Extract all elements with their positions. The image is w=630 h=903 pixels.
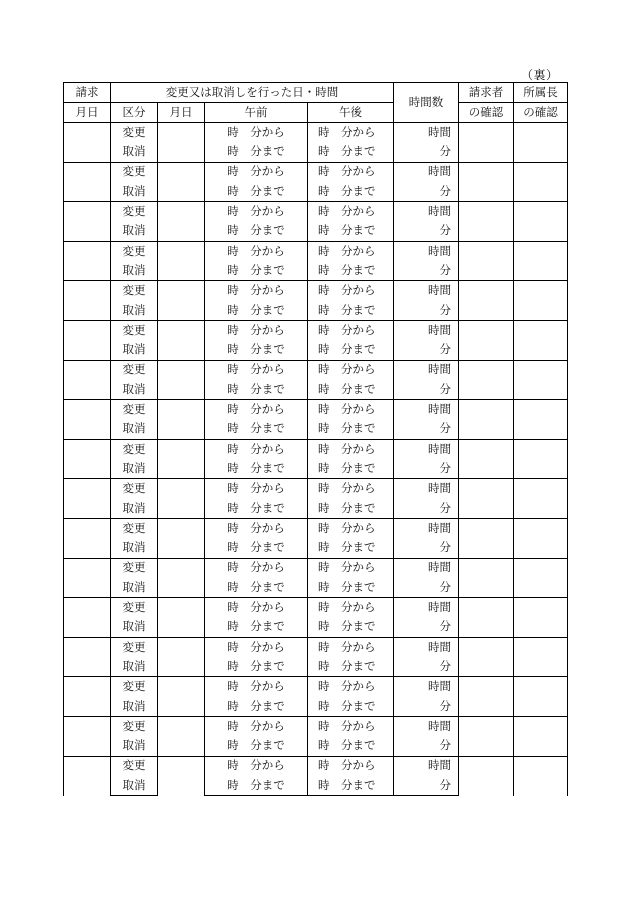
morning-from[interactable]: 時 分から: [205, 558, 308, 578]
afternoon-to[interactable]: 時 分まで: [308, 538, 394, 558]
division-change: 変更: [111, 479, 158, 499]
morning-from[interactable]: 時 分から: [205, 637, 308, 657]
hours-unit[interactable]: 時間: [394, 123, 459, 143]
month-day-cell[interactable]: [158, 598, 205, 638]
minutes-unit[interactable]: 分: [394, 142, 459, 162]
header-change-group: 変更又は取消しを行った日・時間: [111, 83, 394, 103]
division-change: 変更: [111, 360, 158, 380]
entry-row-change: [64, 479, 568, 499]
morning-to[interactable]: 時 分まで: [205, 657, 308, 677]
division-change: 変更: [111, 162, 158, 182]
minutes-unit[interactable]: 分: [394, 697, 459, 717]
hours-unit[interactable]: 時間: [394, 558, 459, 578]
morning-to[interactable]: 時 分まで: [205, 736, 308, 756]
header-request-label-1: 請求: [64, 83, 111, 103]
back-side-note: （裏）: [521, 68, 559, 82]
division-change: 変更: [111, 716, 158, 736]
division-change: 変更: [111, 281, 158, 301]
afternoon-to[interactable]: 時 分まで: [308, 697, 394, 717]
morning-from[interactable]: 時 分から: [205, 281, 308, 301]
chief-confirm-cell[interactable]: [514, 162, 568, 202]
requester-confirm-cell[interactable]: [459, 162, 514, 202]
morning-to[interactable]: 時 分まで: [205, 221, 308, 241]
chief-confirm-cell[interactable]: [514, 598, 568, 638]
division-change: 変更: [111, 439, 158, 459]
division-cancel: 取消: [111, 142, 158, 162]
afternoon-to[interactable]: 時 分まで: [308, 261, 394, 281]
header-division: 区分: [111, 103, 158, 123]
minutes-unit[interactable]: 分: [394, 499, 459, 519]
afternoon-to[interactable]: 時 分まで: [308, 499, 394, 519]
month-day-cell[interactable]: [158, 479, 205, 519]
division-change: 変更: [111, 518, 158, 538]
afternoon-to[interactable]: 時 分まで: [308, 776, 394, 796]
month-day-cell[interactable]: [158, 677, 205, 717]
requester-confirm-cell[interactable]: [459, 677, 514, 717]
division-cancel: 取消: [111, 221, 158, 241]
hours-unit[interactable]: 時間: [394, 360, 459, 380]
division-cancel: 取消: [111, 499, 158, 519]
requester-confirm-cell[interactable]: [459, 241, 514, 281]
request-date-cell[interactable]: [64, 637, 111, 677]
morning-from[interactable]: 時 分から: [205, 677, 308, 697]
morning-from[interactable]: 時 分から: [205, 202, 308, 222]
request-date-cell[interactable]: [64, 598, 111, 638]
chief-confirm-cell[interactable]: [514, 360, 568, 400]
afternoon-to[interactable]: 時 分まで: [308, 142, 394, 162]
minutes-unit[interactable]: 分: [394, 301, 459, 321]
division-cancel: 取消: [111, 182, 158, 202]
afternoon-to[interactable]: 時 分まで: [308, 380, 394, 400]
morning-to[interactable]: 時 分まで: [205, 340, 308, 360]
entry-row-change: [64, 400, 568, 420]
entry-row-change: [64, 598, 568, 618]
request-date-cell[interactable]: [64, 241, 111, 281]
request-date-cell[interactable]: [64, 558, 111, 598]
division-cancel: 取消: [111, 459, 158, 479]
division-cancel: 取消: [111, 340, 158, 360]
afternoon-from[interactable]: 時 分から: [308, 637, 394, 657]
request-date-cell[interactable]: [64, 518, 111, 558]
morning-from[interactable]: 時 分から: [205, 518, 308, 538]
requester-confirm-cell[interactable]: [459, 637, 514, 677]
afternoon-to[interactable]: 時 分まで: [308, 657, 394, 677]
afternoon-from[interactable]: 時 分から: [308, 598, 394, 618]
afternoon-from[interactable]: 時 分から: [308, 518, 394, 538]
chief-confirm-cell[interactable]: [514, 281, 568, 321]
morning-to[interactable]: 時 分まで: [205, 380, 308, 400]
division-change: 変更: [111, 400, 158, 420]
chief-confirm-cell[interactable]: [514, 637, 568, 677]
morning-from[interactable]: 時 分から: [205, 241, 308, 261]
afternoon-from[interactable]: 時 分から: [308, 439, 394, 459]
minutes-unit[interactable]: 分: [394, 221, 459, 241]
morning-to[interactable]: 時 分まで: [205, 776, 308, 796]
month-day-cell[interactable]: [158, 716, 205, 756]
division-change: 変更: [111, 756, 158, 776]
division-cancel: 取消: [111, 578, 158, 598]
division-change: 変更: [111, 320, 158, 340]
header-afternoon: 午後: [308, 103, 394, 123]
request-date-cell[interactable]: [64, 320, 111, 360]
month-day-cell[interactable]: [158, 439, 205, 479]
morning-from[interactable]: 時 分から: [205, 162, 308, 182]
request-date-cell[interactable]: [64, 202, 111, 242]
month-day-cell[interactable]: [158, 241, 205, 281]
hours-unit[interactable]: 時間: [394, 400, 459, 420]
afternoon-to[interactable]: 時 分まで: [308, 340, 394, 360]
division-change: 変更: [111, 241, 158, 261]
division-change: 変更: [111, 202, 158, 222]
requester-confirm-cell[interactable]: [459, 518, 514, 558]
requester-confirm-cell[interactable]: [459, 439, 514, 479]
request-date-cell[interactable]: [64, 677, 111, 717]
month-day-cell[interactable]: [158, 320, 205, 360]
header-chief-label-2: の確認: [514, 103, 568, 123]
requester-confirm-cell[interactable]: [459, 716, 514, 756]
afternoon-from[interactable]: 時 分から: [308, 756, 394, 776]
morning-to[interactable]: 時 分まで: [205, 261, 308, 281]
division-cancel: 取消: [111, 301, 158, 321]
afternoon-to[interactable]: 時 分まで: [308, 617, 394, 637]
chief-confirm-cell[interactable]: [514, 716, 568, 756]
entry-row-change: [64, 716, 568, 736]
requester-confirm-cell[interactable]: [459, 479, 514, 519]
hours-unit[interactable]: 時間: [394, 162, 459, 182]
division-change: 変更: [111, 677, 158, 697]
chief-confirm-cell[interactable]: [514, 123, 568, 163]
afternoon-to[interactable]: 時 分まで: [308, 301, 394, 321]
chief-confirm-cell[interactable]: [514, 241, 568, 281]
month-day-cell[interactable]: [158, 162, 205, 202]
morning-to[interactable]: 時 分まで: [205, 617, 308, 637]
division-change: 変更: [111, 558, 158, 578]
entry-row-change: [64, 558, 568, 578]
month-day-cell[interactable]: [158, 360, 205, 400]
minutes-unit[interactable]: 分: [394, 657, 459, 677]
minutes-unit[interactable]: 分: [394, 459, 459, 479]
morning-from[interactable]: 時 分から: [205, 439, 308, 459]
requester-confirm-cell[interactable]: [459, 360, 514, 400]
requester-confirm-cell[interactable]: [459, 123, 514, 163]
morning-to[interactable]: 時 分まで: [205, 538, 308, 558]
requester-confirm-cell[interactable]: [459, 598, 514, 638]
header-requester-label-1: 請求者: [459, 83, 514, 103]
header-requester-label-2: の確認: [459, 103, 514, 123]
morning-to[interactable]: 時 分まで: [205, 419, 308, 439]
afternoon-to[interactable]: 時 分まで: [308, 221, 394, 241]
minutes-unit[interactable]: 分: [394, 736, 459, 756]
requester-confirm-cell[interactable]: [459, 400, 514, 440]
morning-from[interactable]: 時 分から: [205, 400, 308, 420]
morning-from[interactable]: 時 分から: [205, 756, 308, 776]
hours-unit[interactable]: 時間: [394, 677, 459, 697]
morning-to[interactable]: 時 分まで: [205, 459, 308, 479]
division-cancel: 取消: [111, 419, 158, 439]
entry-row-change: [64, 360, 568, 380]
request-date-cell[interactable]: [64, 162, 111, 202]
afternoon-to[interactable]: 時 分まで: [308, 736, 394, 756]
afternoon-to[interactable]: 時 分まで: [308, 419, 394, 439]
month-day-cell[interactable]: [158, 518, 205, 558]
hours-unit[interactable]: 時間: [394, 716, 459, 736]
chief-confirm-cell[interactable]: [514, 479, 568, 519]
header-month-day: 月日: [158, 103, 205, 123]
minutes-unit[interactable]: 分: [394, 182, 459, 202]
afternoon-from[interactable]: 時 分から: [308, 479, 394, 499]
minutes-unit[interactable]: 分: [394, 578, 459, 598]
chief-confirm-cell[interactable]: [514, 202, 568, 242]
hours-unit[interactable]: 時間: [394, 756, 459, 776]
entry-row-change: [64, 439, 568, 459]
division-cancel: 取消: [111, 261, 158, 281]
afternoon-from[interactable]: 時 分から: [308, 677, 394, 697]
entry-row-change: [64, 518, 568, 538]
division-change: 変更: [111, 637, 158, 657]
record-rows: [64, 123, 568, 796]
afternoon-from[interactable]: 時 分から: [308, 716, 394, 736]
morning-to[interactable]: 時 分まで: [205, 142, 308, 162]
division-cancel: 取消: [111, 776, 158, 796]
afternoon-from[interactable]: 時 分から: [308, 360, 394, 380]
afternoon-from[interactable]: 時 分から: [308, 241, 394, 261]
chief-confirm-cell[interactable]: [514, 756, 568, 796]
morning-to[interactable]: 時 分まで: [205, 301, 308, 321]
month-day-cell[interactable]: [158, 281, 205, 321]
month-day-cell[interactable]: [158, 123, 205, 163]
hours-unit[interactable]: 時間: [394, 439, 459, 459]
afternoon-to[interactable]: 時 分まで: [308, 182, 394, 202]
entry-row-change: [64, 202, 568, 222]
request-date-cell[interactable]: [64, 400, 111, 440]
chief-confirm-cell[interactable]: [514, 677, 568, 717]
afternoon-from[interactable]: 時 分から: [308, 281, 394, 301]
entry-row-change: [64, 281, 568, 301]
entry-row-change: [64, 162, 568, 182]
morning-from[interactable]: 時 分から: [205, 598, 308, 618]
minutes-unit[interactable]: 分: [394, 776, 459, 796]
header-morning: 午前: [205, 103, 308, 123]
header-request-label-2: 月日: [64, 103, 111, 123]
hours-unit[interactable]: 時間: [394, 202, 459, 222]
month-day-cell[interactable]: [158, 756, 205, 796]
minutes-unit[interactable]: 分: [394, 617, 459, 637]
division-cancel: 取消: [111, 736, 158, 756]
request-date-cell[interactable]: [64, 281, 111, 321]
division-cancel: 取消: [111, 657, 158, 677]
morning-to[interactable]: 時 分まで: [205, 697, 308, 717]
hours-unit[interactable]: 時間: [394, 320, 459, 340]
request-date-cell[interactable]: [64, 439, 111, 479]
request-date-cell[interactable]: [64, 360, 111, 400]
chief-confirm-cell[interactable]: [514, 518, 568, 558]
minutes-unit[interactable]: 分: [394, 380, 459, 400]
header-hours: 時間数: [394, 83, 459, 123]
chief-confirm-cell[interactable]: [514, 439, 568, 479]
hours-unit[interactable]: 時間: [394, 518, 459, 538]
hours-unit[interactable]: 時間: [394, 281, 459, 301]
entry-row-change: [64, 123, 568, 143]
requester-confirm-cell[interactable]: [459, 756, 514, 796]
hours-unit[interactable]: 時間: [394, 241, 459, 261]
division-change: 変更: [111, 123, 158, 143]
hours-unit[interactable]: 時間: [394, 637, 459, 657]
requester-confirm-cell[interactable]: [459, 320, 514, 360]
hours-unit[interactable]: 時間: [394, 598, 459, 618]
morning-from[interactable]: 時 分から: [205, 320, 308, 340]
minutes-unit[interactable]: 分: [394, 419, 459, 439]
change-cancel-record-table: [63, 82, 568, 796]
minutes-unit[interactable]: 分: [394, 340, 459, 360]
header-chief-label-1: 所属長: [514, 83, 568, 103]
afternoon-to[interactable]: 時 分まで: [308, 459, 394, 479]
afternoon-from[interactable]: 時 分から: [308, 558, 394, 578]
entry-row-change: [64, 756, 568, 776]
morning-from[interactable]: 時 分から: [205, 123, 308, 143]
request-date-cell[interactable]: [64, 716, 111, 756]
chief-confirm-cell[interactable]: [514, 400, 568, 440]
hours-unit[interactable]: 時間: [394, 479, 459, 499]
morning-to[interactable]: 時 分まで: [205, 182, 308, 202]
morning-to[interactable]: 時 分まで: [205, 578, 308, 598]
afternoon-from[interactable]: 時 分から: [308, 320, 394, 340]
entry-row-change: [64, 637, 568, 657]
division-cancel: 取消: [111, 380, 158, 400]
requester-confirm-cell[interactable]: [459, 558, 514, 598]
division-change: 変更: [111, 598, 158, 618]
entry-row-change: [64, 320, 568, 340]
requester-confirm-cell[interactable]: [459, 202, 514, 242]
minutes-unit[interactable]: 分: [394, 261, 459, 281]
division-cancel: 取消: [111, 617, 158, 637]
minutes-unit[interactable]: 分: [394, 538, 459, 558]
morning-from[interactable]: 時 分から: [205, 716, 308, 736]
requester-confirm-cell[interactable]: [459, 281, 514, 321]
chief-confirm-cell[interactable]: [514, 558, 568, 598]
morning-from[interactable]: 時 分から: [205, 360, 308, 380]
morning-from[interactable]: 時 分から: [205, 479, 308, 499]
afternoon-to[interactable]: 時 分まで: [308, 578, 394, 598]
month-day-cell[interactable]: [158, 400, 205, 440]
month-day-cell[interactable]: [158, 202, 205, 242]
division-cancel: 取消: [111, 697, 158, 717]
afternoon-from[interactable]: 時 分から: [308, 123, 394, 143]
month-day-cell[interactable]: [158, 558, 205, 598]
request-date-cell[interactable]: [64, 756, 111, 796]
entry-row-change: [64, 241, 568, 261]
morning-to[interactable]: 時 分まで: [205, 499, 308, 519]
afternoon-from[interactable]: 時 分から: [308, 162, 394, 182]
request-date-cell[interactable]: [64, 123, 111, 163]
afternoon-from[interactable]: 時 分から: [308, 400, 394, 420]
entry-row-change: [64, 677, 568, 697]
request-date-cell[interactable]: [64, 479, 111, 519]
chief-confirm-cell[interactable]: [514, 320, 568, 360]
afternoon-from[interactable]: 時 分から: [308, 202, 394, 222]
month-day-cell[interactable]: [158, 637, 205, 677]
division-cancel: 取消: [111, 538, 158, 558]
